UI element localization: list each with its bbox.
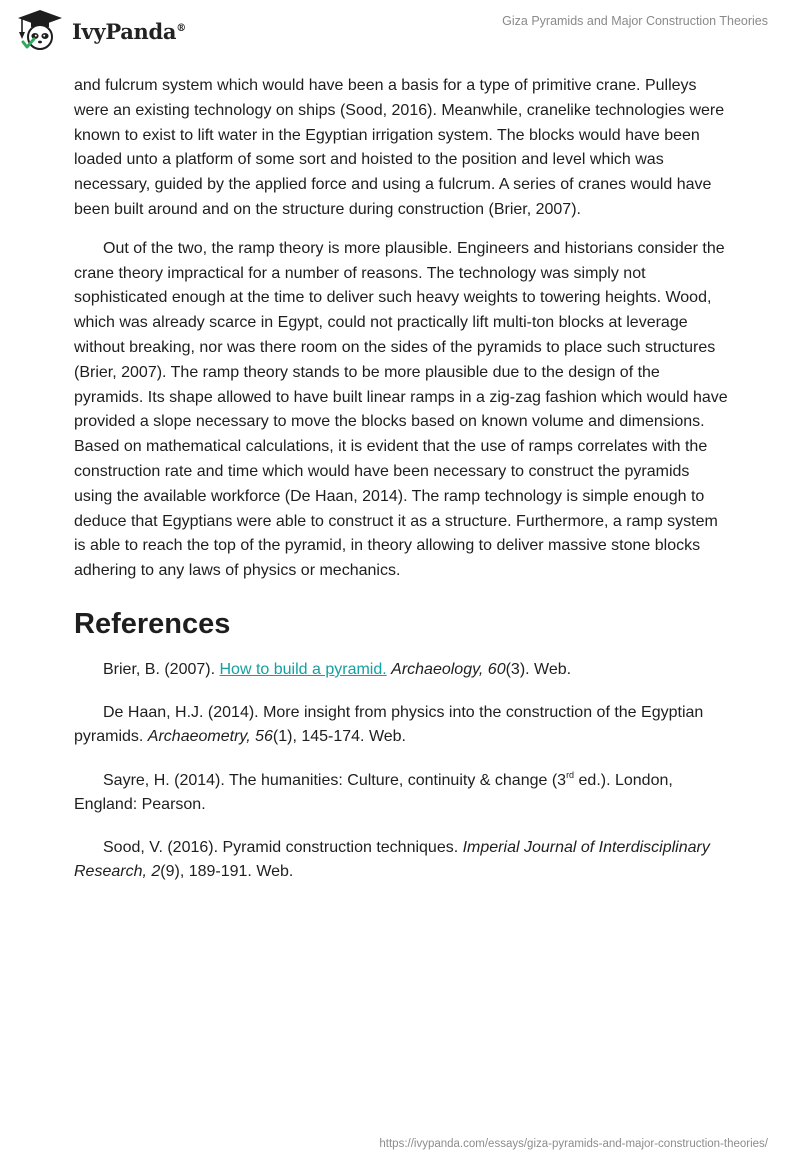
footer-url[interactable]: https://ivypanda.com/essays/giza-pyramids-and-major-construction-theories/ <box>379 1138 768 1150</box>
logo-text: IvyPanda® <box>72 18 186 44</box>
body-paragraph-1: and fulcrum system which would have been a basis for a type of primitive crane. Pulleys were an existing technology on ships (Sood, 2016). Meanwhile, cranelike technologies were known to exist to lift water in the Egyptian irrigation system. The blocks would have been loaded unto a platform of some sort and hoisted to the position and level which was necessary, guided by the applied force and using a fulcrum. A series of cranes would have been built around and on the structure during construction (Brier, 2007). <box>74 77 725 218</box>
reference-link-how-to-build-a-pyramid[interactable]: How to build a pyramid. <box>219 660 387 678</box>
references-heading: References <box>74 607 231 640</box>
logo[interactable] <box>14 8 186 50</box>
document-title: Giza Pyramids and Major Construction Theories <box>502 14 768 28</box>
page-header <box>0 0 800 70</box>
panda-graduate-icon <box>14 8 66 50</box>
reference-sood: Sood, V. (2016). Pyramid construction techniques. Imperial Journal of Interdisciplinary Research, 2(9), 189-191. Web. <box>74 838 710 881</box>
reference-sayre: Sayre, H. (2014). The humanities: Culture, continuity & change (3rd ed.). London, England: Pearson. <box>74 769 673 813</box>
reference-brier: Brier, B. (2007). How to build a pyramid. Archaeology, 60(3). Web. <box>103 660 572 678</box>
body-paragraph-2: Out of the two, the ramp theory is more plausible. Engineers and historians consider the crane theory impractical for a number of reasons. The technology was simply not sophisticated enough at the time to deliver such heavy weights to towering heights. Wood, which was already scarce in Egypt, could not practically lift multi-ton blocks at leverage without breaking, nor was there room on the sides of the pyramids to place such structures (Brier, 2007). The ramp theory stands to be more plausible due to the design of the pyramids. Its shape allowed to have built linear ramps in a zig-zag fashion which would have provided a slope necessary to move the blocks based on known volume and dimensions. Based on mathematical calculations, it is evident that the use of ramps correlates with the construction rate and time which would have been necessary to construct the pyramids using the available workforce (De Haan, 2014). The ramp technology is simple enough to deduce that Egyptians were able to construct it as a structure. Furthermore, a ramp system is able to reach the top of the pyramid, in theory allowing to deliver massive stone blocks adhering to any laws of physics or mechanics. <box>74 239 728 580</box>
essay-content <box>74 74 730 884</box>
reference-de-haan: De Haan, H.J. (2014). More insight from physics into the construction of the Egyptian pyramids. Archaeometry, 56(1), 145-174. Web. <box>74 704 704 746</box>
